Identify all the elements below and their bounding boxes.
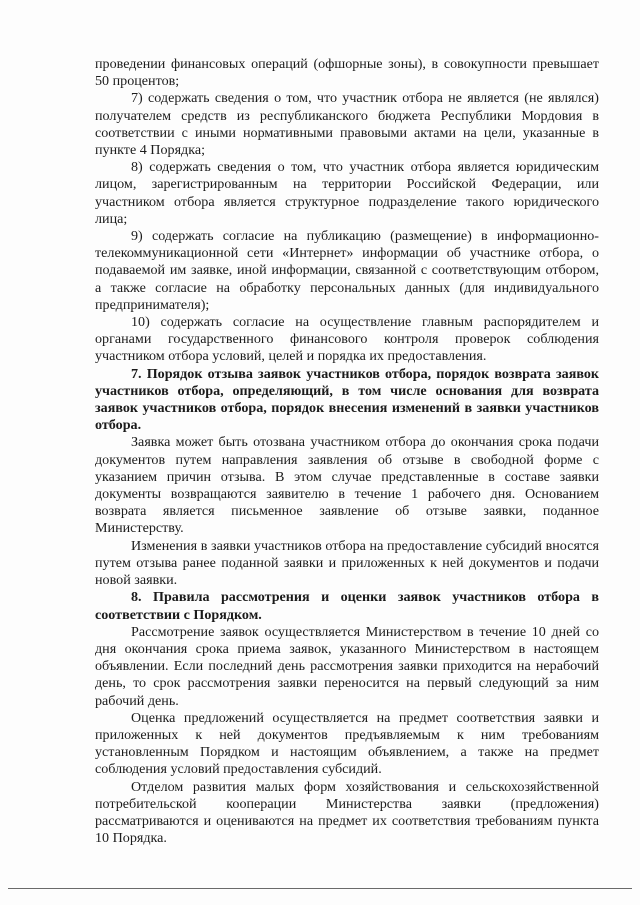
paragraph-evaluation: Оценка предложений осуществляется на предмет соответствия заявки и приложенных к ней документов предъявляемым к ним требованиям установленным Порядком и настоящим объявлением, а также на предмет соблюдения условий предоставления субсидий.	[95, 709, 599, 778]
paragraph-continuation: проведении финансовых операций (офшорные зоны), в совокупности превышает 50 процентов;	[95, 56, 599, 90]
list-item-8: 8) содержать сведения о том, что участник отбора является юридическим лицом, зарегистрированным на территории Российской Федерации, или участником отбора является структурное подразделение такого юридического лица;	[95, 159, 599, 227]
document-body	[95, 56, 599, 847]
paragraph-department-review: Отделом развития малых форм хозяйствования и сельскохозяйственной потребительской кооперации Министерства заявки (предложения) рассматриваются и оцениваются на предмет их соответствия требованиям пункта 10 Порядка.	[95, 778, 599, 847]
list-item-9: 9) содержать согласие на публикацию (размещение) в информационно-телекоммуникационной сети «Интернет» информации об участнике отбора, о подаваемой им заявке, иной информации, связанной с соответствующим отбором, а также согласие на обработку персональных данных (для индивидуального предпринимателя);	[95, 228, 599, 313]
section-heading-8: 8. Правила рассмотрения и оценки заявок участников отбора в соответствии с Порядком.	[95, 589, 599, 623]
list-item-7: 7) содержать сведения о том, что участник отбора не является (не являлся) получателем средств из республиканского бюджета Республики Мордовия в соответствии с иными нормативными правовыми актами на цели, указанные в пункте 4 Порядка;	[95, 90, 599, 159]
section-heading-7: 7. Порядок отзыва заявок участников отбора, порядок возврата заявок участников отбора, определяющий, в том числе основания для возврата заявок участников отбора, порядок внесения изменений в заявки участников отбора.	[95, 365, 599, 434]
paragraph-changes: Изменения в заявки участников отбора на предоставление субсидий вносятся путем отзыва ранее поданной заявки и приложенных к ней документов и подачи новой заявки.	[95, 537, 599, 589]
paragraph-review-term: Рассмотрение заявок осуществляется Министерством в течение 10 дней со дня окончания срока приема заявок, указанного Министерством в настоящем объявлении. Если последний день рассмотрения заявки приходится на нерабочий день, то срок рассмотрения заявки переносится на первый следующий за ним рабочий день.	[95, 623, 599, 709]
paragraph-withdrawal: Заявка может быть отозвана участником отбора до окончания срока подачи документов путем направления заявления об отзыве в свободной форме с указанием причин отзыва. В этом случае представленные в составе заявки документы возвращаются заявителю в течение 1 рабочего дня. Основанием возврата является письменное заявление об отзыве заявки, поданное Министерству.	[95, 434, 599, 537]
list-item-10: 10) содержать согласие на осуществление главным распорядителем и органами государственного финансового контроля проверок соблюдения участником отбора условий, целей и порядка их предоставления.	[95, 314, 599, 365]
page-bottom-divider	[8, 888, 632, 889]
